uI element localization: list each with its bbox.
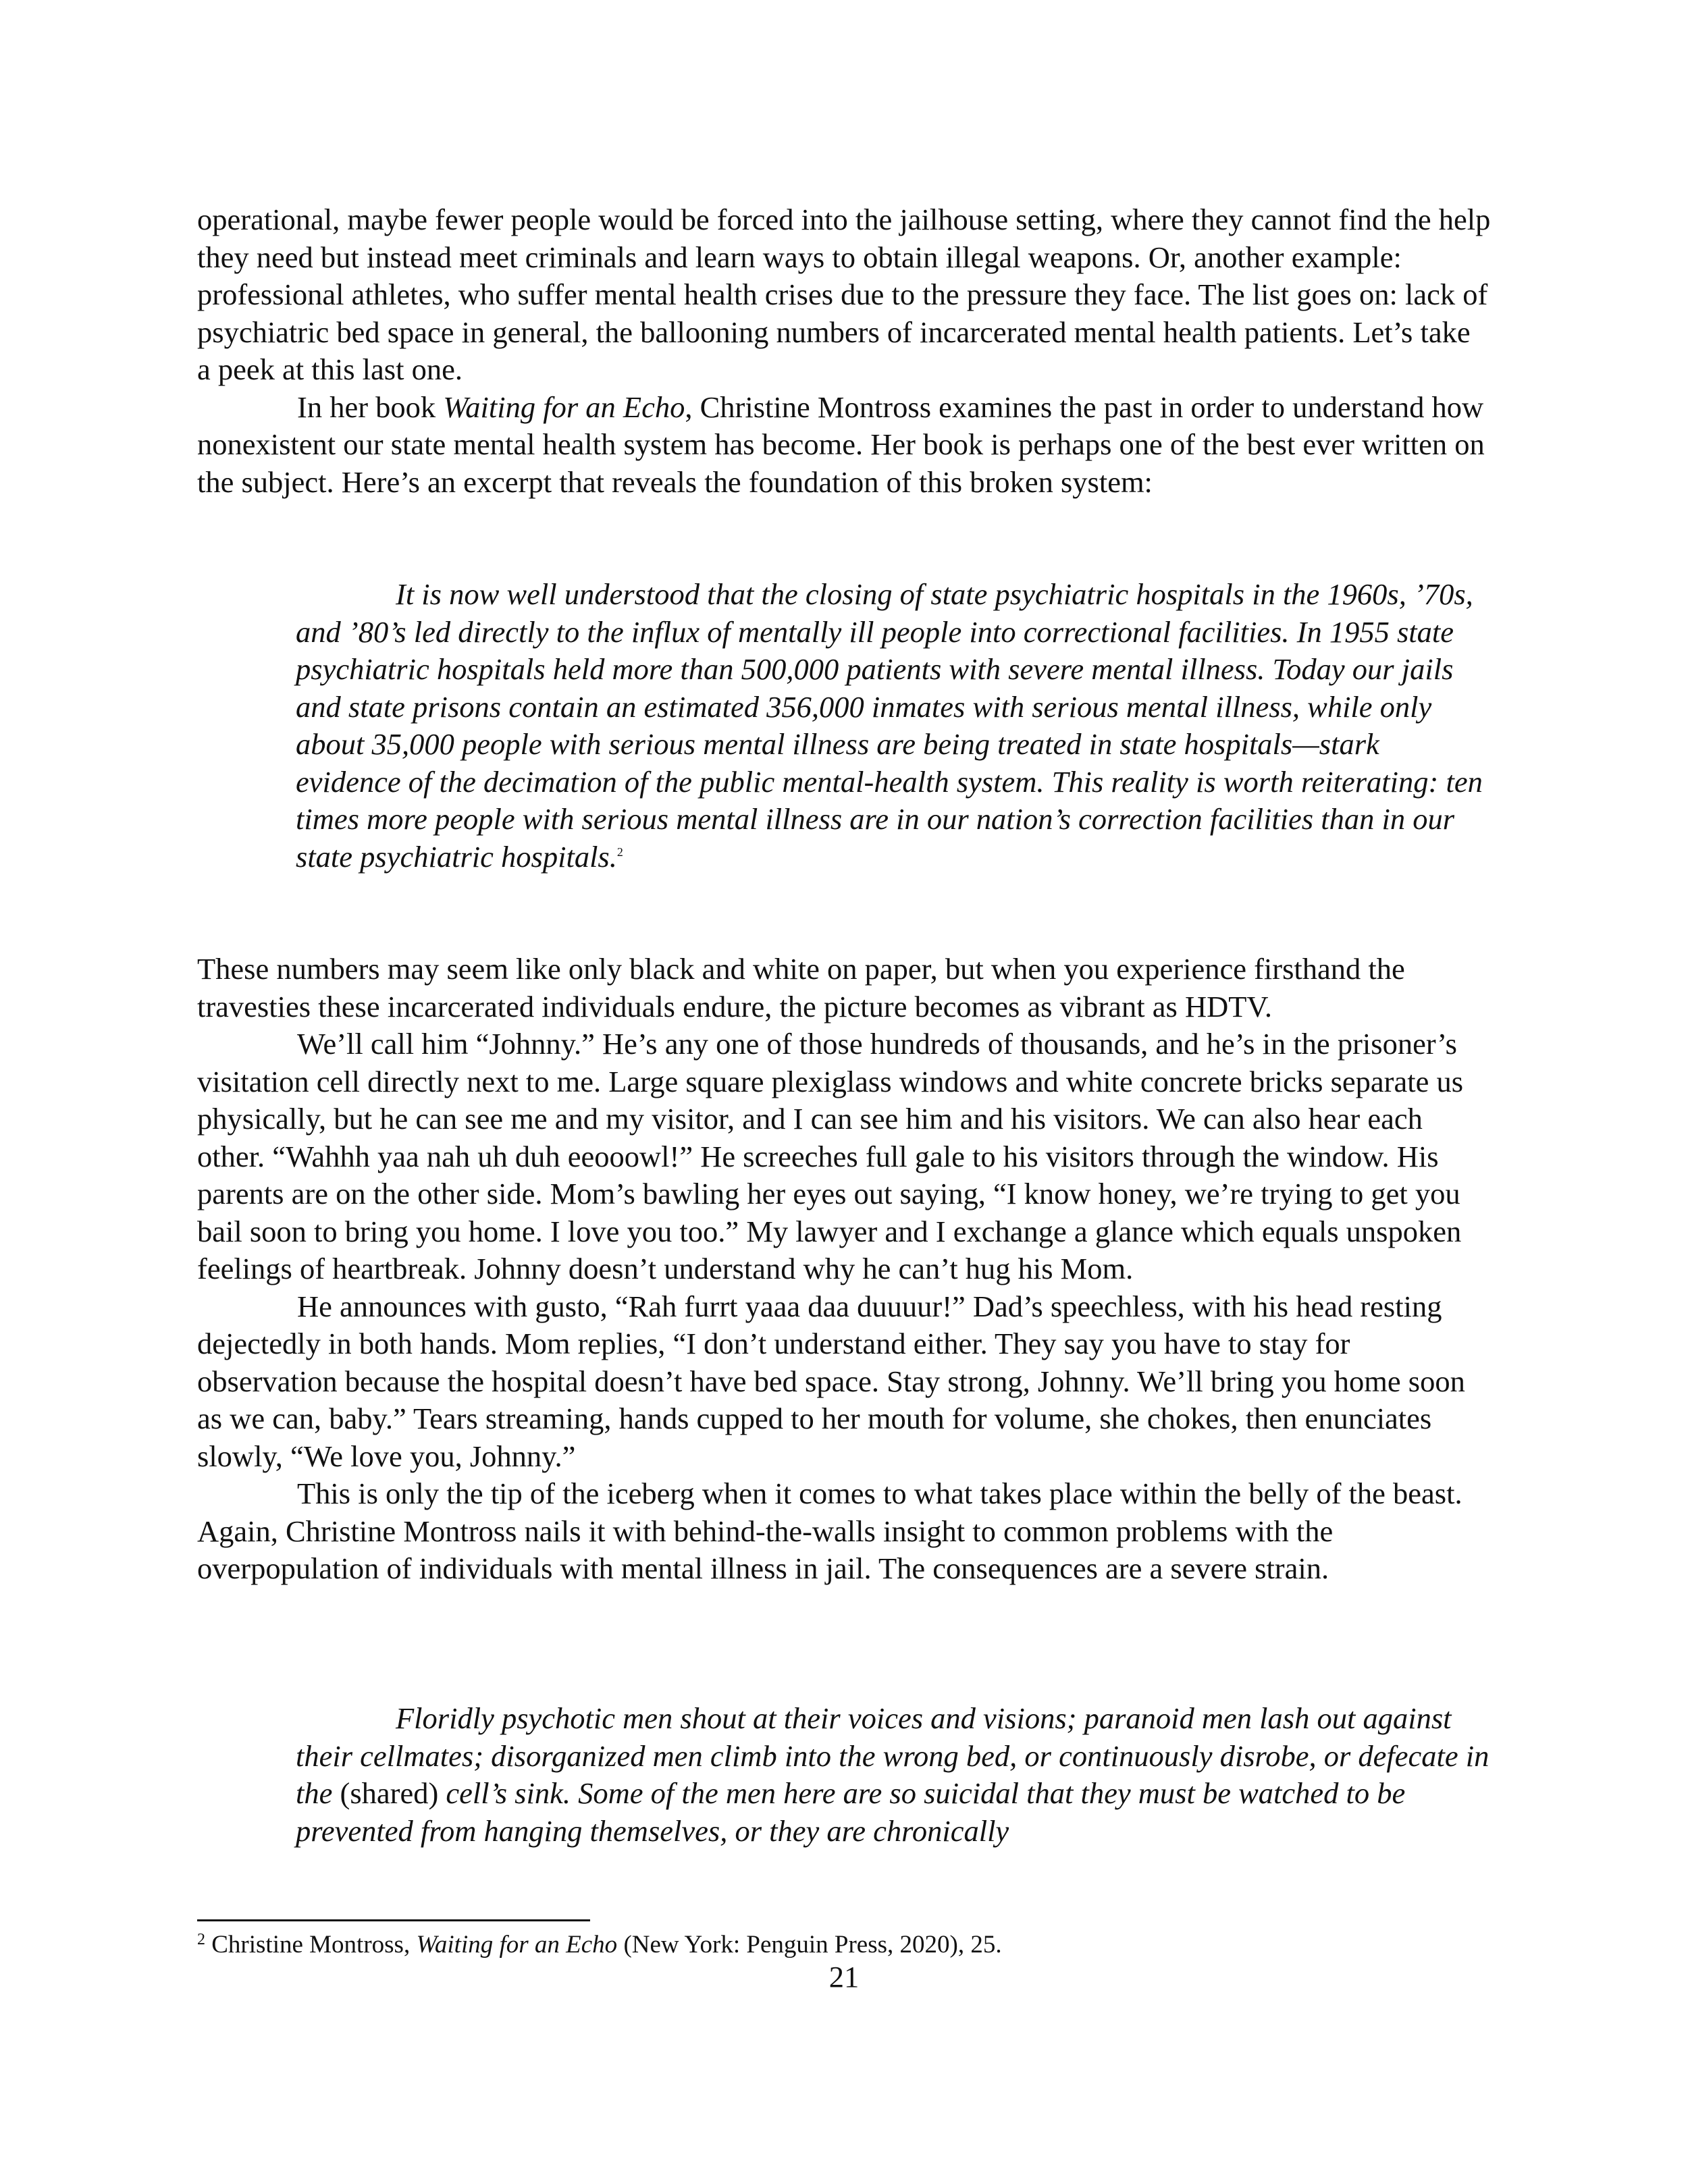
quote-paragraph — [296, 1700, 1491, 1850]
paragraph — [197, 389, 1491, 502]
footnote-reference: 2 — [616, 845, 623, 859]
block-quote-2 — [296, 1700, 1491, 1850]
paragraph-text: In her book — [297, 390, 444, 424]
footnote-number: 2 — [197, 1931, 205, 1948]
page-number: 21 — [828, 1960, 860, 1994]
quote-text: It is now well understood that the closing of state psychiatric hospitals in the 1960s, ’70s, and ’80’s led directly to the influx of mentally ill people into correctional facilities. In 1955 state psychiatric hospitals held more than 500,000 patients with severe mental illness. Today our jails and state prisons contain an estimated 356,000 inmates with serious mental illness, while only about 35,000 people with serious mental illness are being treated in state hospitals—stark evidence of the decimation of the public mental-health system. This reality is worth reiterating: ten times more people with serious mental illness are in our nation’s correction facilities than in our state psychiatric hospitals. — [296, 577, 1483, 874]
footnote-details: (New York: Penguin Press, 2020), 25. — [617, 1931, 1002, 1959]
paragraph: This is only the tip of the iceberg when it comes to what takes place within the belly of the beast. Again, Christine Montross nails it with behind-the-walls insight to common problems with the overpopulation of individuals with mental illness in jail. The consequences are a severe strain. — [197, 1476, 1462, 1585]
paragraph: We’ll call him “Johnny.” He’s any one of those hundreds of thousands, and he’s in the prisoner’s visitation cell directly next to me. Large square plexiglass windows and white concrete bricks separate us physically, but he can see me and my visitor, and I can see him and his visitors. We can also hear each other. “Wahhh yaa nah uh duh eeooowl!” He screeches full gale to his visitors through the window. His parents are on the other side. Mom’s bawling her eyes out saying, “I know honey, we’re trying to get you bail soon to bring you home. I love you too.” My lawyer and I exchange a glance which equals unspoken feelings of heartbreak. Johnny doesn’t understand why he can’t hug his Mom. — [197, 1027, 1464, 1285]
body-section-2 — [197, 951, 1491, 1588]
footnote-author: Christine Montross, — [205, 1931, 417, 1959]
footnote — [197, 1929, 1491, 1961]
paragraph-text: , Christine Montross examines the past in order to understand how nonexistent our state mental health system has become. Her book is perhaps one of the best ever written on the subject. Here’s an excerpt that reveals the foundation of this broken system: — [197, 390, 1485, 499]
footnote-book-title: Waiting for an Echo — [416, 1931, 618, 1959]
book-title: Waiting for an Echo — [443, 390, 685, 424]
quote-paragraph — [296, 576, 1491, 876]
body-section-1 — [197, 201, 1491, 501]
quote-text-upright: (shared) — [340, 1776, 439, 1810]
paragraph: operational, maybe fewer people would be forced into the jailhouse setting, where they cannot find the help they need but instead meet criminals and learn ways to obtain illegal weapons. Or, another example: professional athletes, who suffer mental health crises due to the pressure they face. The list goes on: lack of psychiatric bed space in general, the ballooning numbers of incarcerated mental health patients. Let’s take a peek at this last one. — [197, 203, 1491, 386]
quote-text: cell’s sink. Some of the men here are so suicidal that they must be watched to be prevented from hanging themselves, or they are chronically — [296, 1776, 1406, 1848]
quote-text: Floridly psychotic men shout at their voices and visions; paranoid men lash out against their cellmates; disorganized men climb into the wrong bed, or continuously disrobe, or defecate in the — [296, 1701, 1489, 1810]
paragraph: He announces with gusto, “Rah furrt yaaa daa duuuur!” Dad’s speechless, with his head resting dejectedly in both hands. Mom replies, “I don’t understand either. They say you have to stay for observation because the hospital doesn’t have bed space. Stay strong, Johnny. We’ll bring you home soon as we can, baby.” Tears streaming, hands cupped to her mouth for volume, she chokes, then enunciates slowly, “We love you, Johnny.” — [197, 1289, 1465, 1473]
block-quote-1 — [296, 576, 1491, 876]
paragraph: These numbers may seem like only black and white on paper, but when you experience firsthand the travesties these incarcerated individuals endure, the picture becomes as vibrant as HDTV. — [197, 952, 1405, 1023]
footnote-divider — [197, 1919, 590, 1921]
